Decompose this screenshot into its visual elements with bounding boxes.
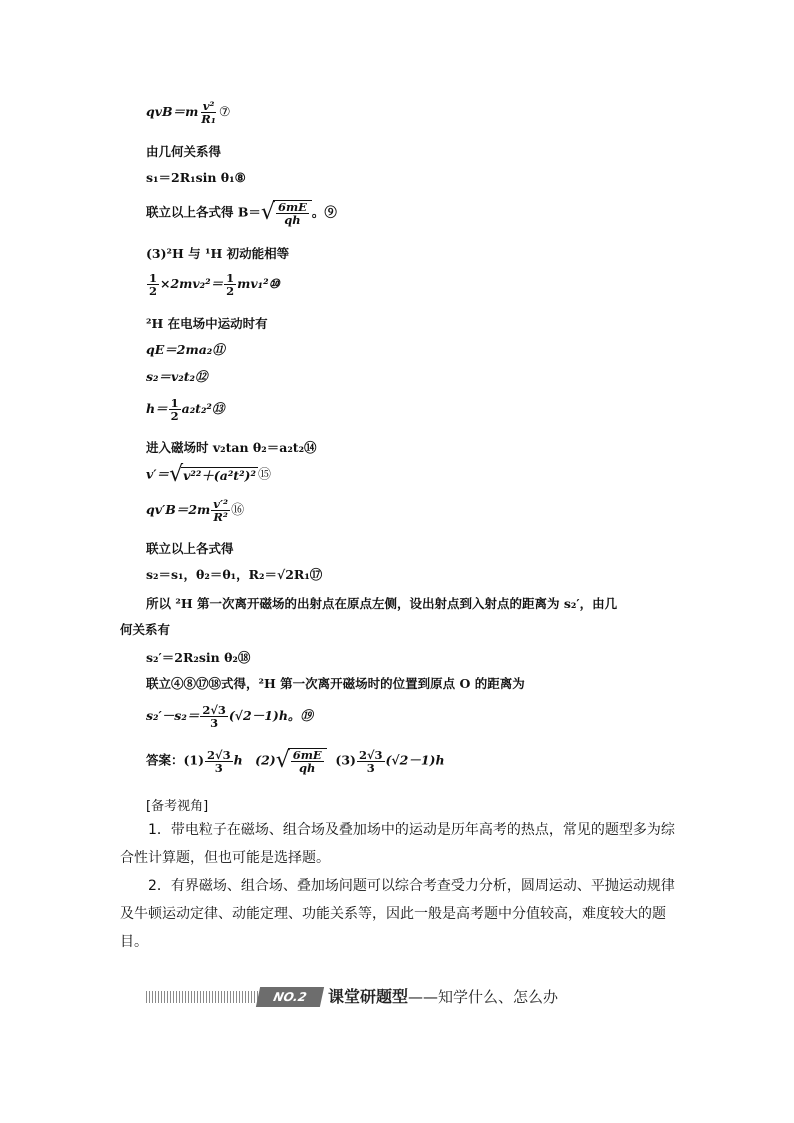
equation-12: s₂＝v₂t₂⑫ bbox=[146, 369, 208, 384]
banner-stripes bbox=[146, 991, 258, 1003]
text-line: 何关系有 bbox=[120, 622, 171, 637]
text-line: 联立④⑧⑰⑱式得，²H 第一次离开磁场时的位置到原点 O 的距离为 bbox=[146, 676, 525, 691]
equation-19: s₂′－s₂＝ $\frac{2√3}{3}$ (√2－1)h。⑲ bbox=[146, 703, 313, 731]
equation-9: 联立以上各式得 B＝√ $\frac{6mE}{qh}$ 。⑨ bbox=[146, 200, 337, 228]
equation-14: 进入磁场时 v₂tan θ₂＝a₂t₂⑭ bbox=[146, 440, 317, 455]
review-paragraph-2: 2．有界磁场、组合场、叠加场问题可以综合考查受力分析，圆周运动、平抛运动规律及牛顿运动定律、动能定理、功能关系等，因此一般是高考题中分值较高，难度较大的题目。 bbox=[120, 878, 675, 950]
equation-7 bbox=[146, 100, 231, 125]
answer-line: 答案：(1) $\frac{2√3}{3}$ h (2)√ $\frac{6mE}{qh}$ (3) $\frac{2√3}{3}$ (√2－1)h bbox=[146, 747, 445, 776]
equation-15: v′＝√v²²＋(a²t²)² ⑮ bbox=[146, 462, 271, 487]
equation-11: qE＝2ma₂⑪ bbox=[146, 342, 225, 357]
banner-title: 课堂研题型——知学什么、怎么办 bbox=[328, 987, 559, 1006]
eq-mark: ⑦ bbox=[218, 105, 231, 121]
text-line: 由几何关系得 bbox=[146, 144, 222, 159]
section-heading: [备考视角] bbox=[146, 799, 209, 814]
banner-tag: NO.2 bbox=[256, 987, 324, 1007]
text-line: (3)²H 与 ¹H 初动能相等 bbox=[146, 246, 290, 261]
equation-18: s₂′＝2R₂sin θ₂⑱ bbox=[146, 650, 251, 665]
review-paragraph-1: 1．带电粒子在磁场、组合场及叠加场中的运动是历年高考的热点，常见的题型多为综合性计算题，但也可能是选择题。 bbox=[120, 822, 675, 866]
equation-8: s₁＝2R₁sin θ₁⑧ bbox=[146, 170, 246, 185]
equation-16: qv′B＝2m $\frac{\text{v′²}}{\text{R²}}$ ⑯ bbox=[146, 497, 245, 525]
equation-13: h＝ $\frac{1}{2}$ a₂t₂²⑬ bbox=[146, 396, 225, 424]
section-banner bbox=[146, 984, 576, 1010]
text-line: 所以 ²H 第一次离开磁场的出射点在原点左侧，设出射点到入射点的距离为 s₂′，由几 bbox=[146, 596, 618, 611]
text-line: ²H 在电场中运动时有 bbox=[146, 316, 268, 331]
fraction: $\frac{\text{v²}}{\text{R₁}}$ bbox=[201, 99, 216, 127]
sqrt: √ $\frac{6mE}{qh}$ bbox=[261, 200, 312, 226]
text-line: 联立以上各式得 bbox=[146, 541, 234, 556]
equation-17: s₂＝s₁，θ₂＝θ₁，R₂＝√2R₁⑰ bbox=[146, 567, 323, 582]
equation-10: $\frac{1}{2}$ ×2mv₂²＝ $\frac{1}{2}$ mv₁²⑩ bbox=[149, 271, 280, 299]
eq-text: qvB＝m bbox=[146, 104, 199, 120]
